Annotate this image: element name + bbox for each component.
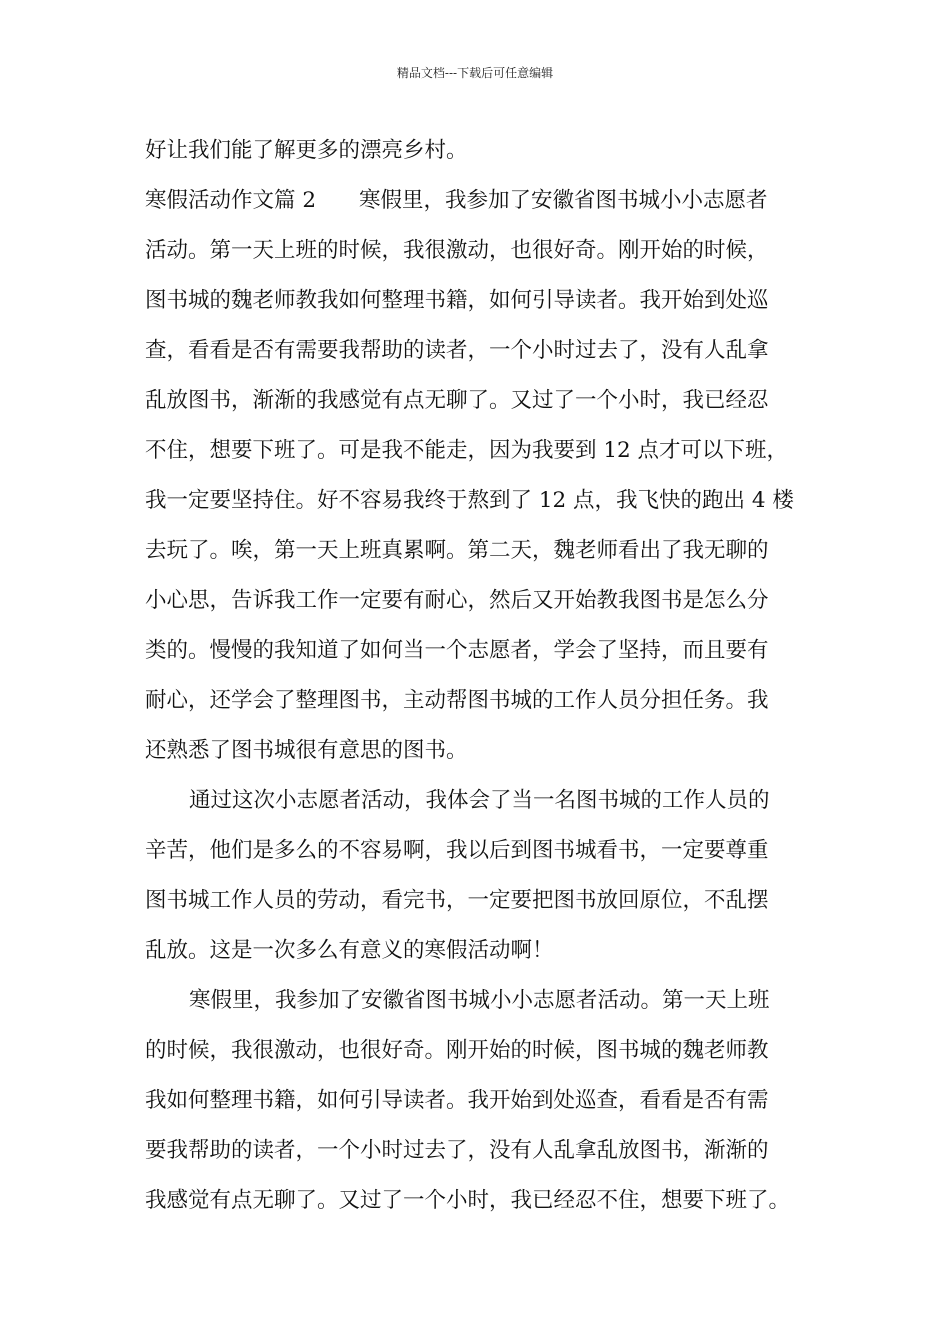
text-line: 类的。慢慢的我知道了如何当一个志愿者，学会了坚持，而且要有 <box>145 638 769 663</box>
text-line: 查，看看是否有需要我帮助的读者，一个小时过去了，没有人乱拿 <box>145 338 769 363</box>
text-line: 还熟悉了图书城很有意思的图书。 <box>145 738 468 763</box>
text-line: 活动。第一天上班的时候，我很激动，也很好奇。刚开始的时候， <box>145 238 769 263</box>
text-line: 我一定要坚持住。好不容易我终于熬到了 12 点，我飞快的跑出 4 楼 <box>145 488 794 513</box>
document-body <box>145 126 825 1226</box>
text-line: 小心思，告诉我工作一定要有耐心，然后又开始教我图书是怎么分 <box>145 588 769 613</box>
text-line: 图书城工作人员的劳动，看完书，一定要把图书放回原位，不乱摆 <box>145 888 769 913</box>
text-line: 要我帮助的读者，一个小时过去了，没有人乱拿乱放图书，渐渐的 <box>145 1138 769 1163</box>
text-line: 寒假活动作文篇 2 寒假里，我参加了安徽省图书城小小志愿者 <box>145 188 768 213</box>
text-line: 去玩了。唉，第一天上班真累啊。第二天，魏老师看出了我无聊的 <box>145 538 769 563</box>
text-line: 图书城的魏老师教我如何整理书籍，如何引导读者。我开始到处巡 <box>145 288 769 313</box>
text-line: 我如何整理书籍，如何引导读者。我开始到处巡查，看看是否有需 <box>145 1088 769 1113</box>
text-line: 耐心，还学会了整理图书，主动帮图书城的工作人员分担任务。我 <box>145 688 769 713</box>
paragraph-start-line: 寒假里，我参加了安徽省图书城小小志愿者活动。第一天上班 <box>189 988 770 1013</box>
page-header: 精品文档---下载后可任意编辑 <box>396 66 554 80</box>
text-line: 我感觉有点无聊了。又过了一个小时，我已经忍不住，想要下班了。 <box>145 1188 791 1213</box>
text-line: 辛苦，他们是多么的不容易啊，我以后到图书城看书，一定要尊重 <box>145 838 769 863</box>
text-line: 不住，想要下班了。可是我不能走，因为我要到 12 点才可以下班， <box>145 438 789 463</box>
text-line: 好让我们能了解更多的漂亮乡村。 <box>145 138 468 163</box>
text-line: 的时候，我很激动，也很好奇。刚开始的时候，图书城的魏老师教 <box>145 1038 769 1063</box>
paragraph-start-line: 通过这次小志愿者活动，我体会了当一名图书城的工作人员的 <box>189 788 770 813</box>
text-line: 乱放。这是一次多么有意义的寒假活动啊！ <box>145 938 554 963</box>
text-line: 乱放图书，渐渐的我感觉有点无聊了。又过了一个小时，我已经忍 <box>145 388 769 413</box>
